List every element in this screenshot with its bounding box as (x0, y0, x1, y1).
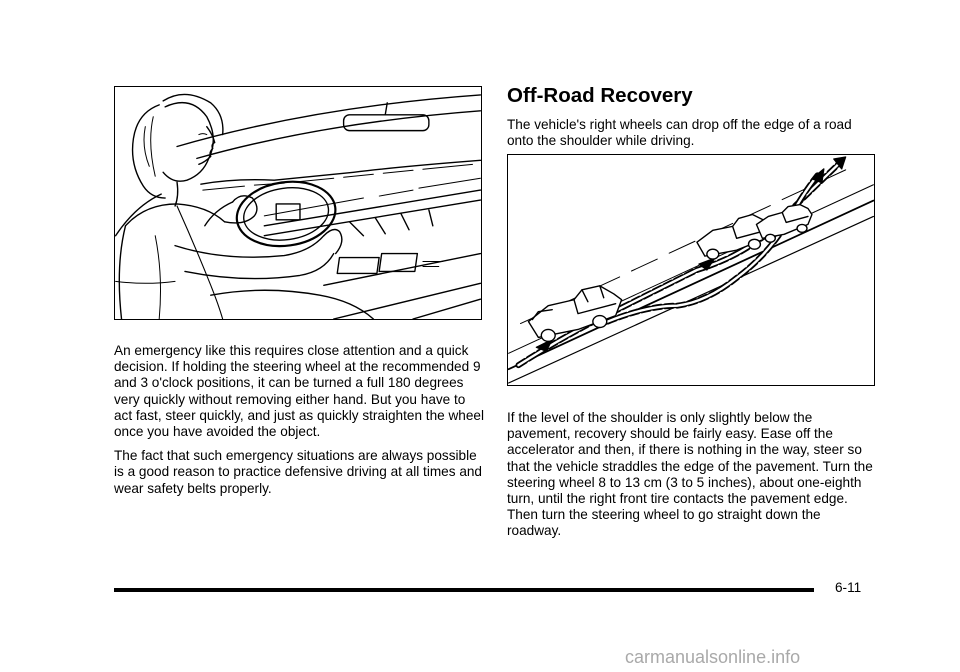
emergency-paragraph: An emergency like this requires close attention and a quick decision. If holding the steering wheel at the recommended 9 and 3 o'clock positions, it can be turned a full 180 degrees very quickly without removing either hand. But you have to act fast, steer quickly, and just as quickly straighten the wheel once you have avoided the object. (114, 343, 484, 440)
right-intro-text (507, 117, 877, 157)
page-number: 6-11 (835, 580, 862, 595)
recovery-paragraph: If the level of the shoulder is only slightly below the pavement, recovery should be fairly easy. Ease off the accelerator and then, if there is nothing in the way, steer so that the vehicle straddles the edge of the pavement. Turn the steering wheel 8 to 13 cm (3 to 5 inches), about one-eighth turn, until the right front tire contacts the pavement edge. Then turn the steering wheel to go straight down the roadway. (507, 410, 873, 539)
intro-paragraph: The vehicle's right wheels can drop off the edge of a road onto the shoulder while driving. (507, 117, 852, 149)
right-body-text (507, 410, 877, 548)
footer-rule (114, 588, 814, 592)
off-road-recovery-illustration (507, 154, 875, 386)
watermark: carmanualsonline.info (625, 647, 801, 667)
driver-steering-illustration (114, 86, 482, 320)
section-heading: Off-Road Recovery (507, 84, 693, 107)
left-column-text (114, 343, 484, 505)
defensive-driving-paragraph: The fact that such emergency situations are always possible is a good reason to practice defensive driving at all times and wear safety belts properly. (114, 448, 482, 496)
